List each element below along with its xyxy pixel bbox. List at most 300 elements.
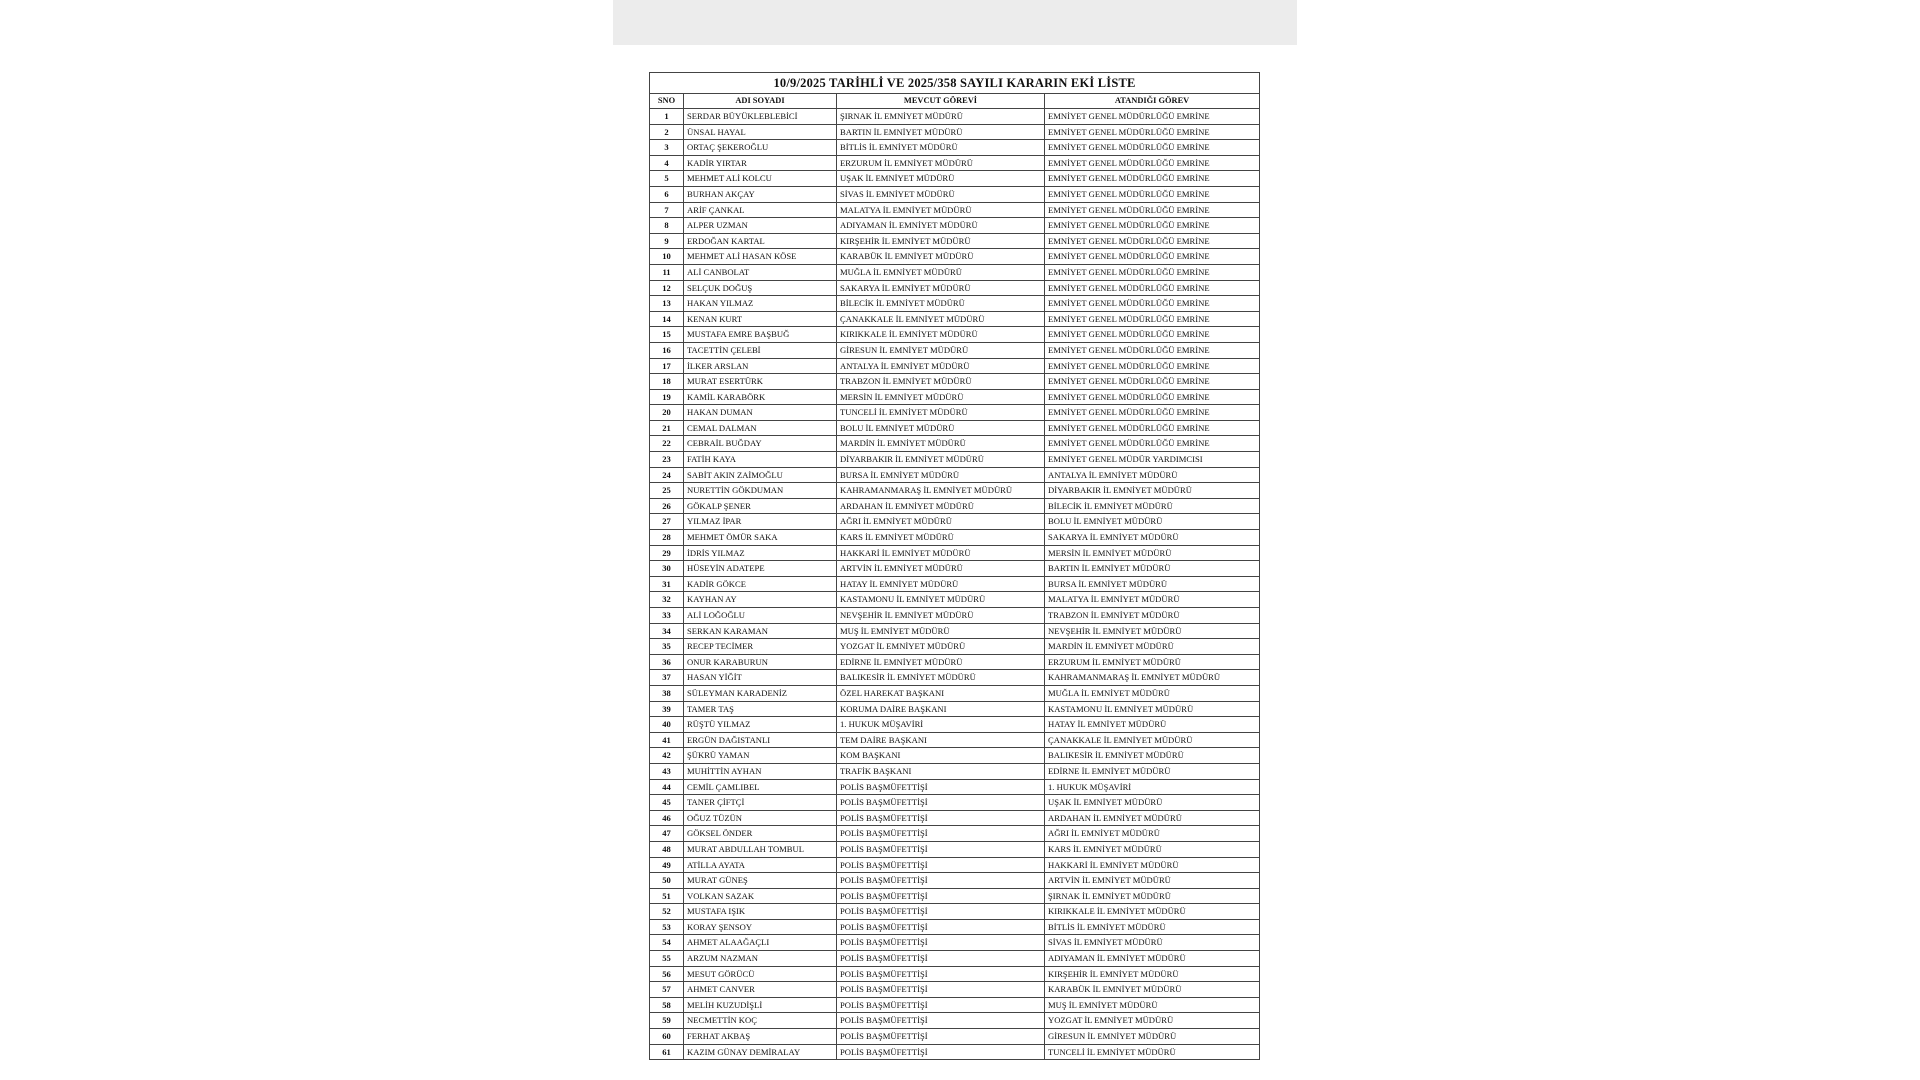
row-current-duty: TRABZON İL EMNİYET MÜDÜRÜ [837, 374, 1045, 390]
row-assigned-duty: DİYARBAKIR İL EMNİYET MÜDÜRÜ [1045, 483, 1260, 499]
row-name: ONUR KARABURUN [684, 654, 837, 670]
table-row [650, 405, 1260, 421]
row-assigned-duty: EMNİYET GENEL MÜDÜRLÜĞÜ EMRİNE [1045, 202, 1260, 218]
row-current-duty: ARDAHAN İL EMNİYET MÜDÜRÜ [837, 498, 1045, 514]
row-assigned-duty: BARTIN İL EMNİYET MÜDÜRÜ [1045, 561, 1260, 577]
table-header-row [650, 94, 1260, 109]
row-name: NURETTİN GÖKDUMAN [684, 483, 837, 499]
row-name: ATİLLA AYATA [684, 857, 837, 873]
row-current-duty: SİVAS İL EMNİYET MÜDÜRÜ [837, 186, 1045, 202]
row-assigned-duty: EMNİYET GENEL MÜDÜRLÜĞÜ EMRİNE [1045, 124, 1260, 140]
row-current-duty: TEM DAİRE BAŞKANI [837, 732, 1045, 748]
row-sno: 20 [650, 405, 684, 421]
row-name: TANER ÇİFTÇİ [684, 795, 837, 811]
row-name: MURAT ESERTÜRK [684, 374, 837, 390]
row-name: MURAT ABDULLAH TOMBUL [684, 841, 837, 857]
header-sno: SNO [650, 94, 684, 109]
row-current-duty: POLİS BAŞMÜFETTİŞİ [837, 841, 1045, 857]
table-row [650, 966, 1260, 982]
row-sno: 31 [650, 576, 684, 592]
row-current-duty: AĞRI İL EMNİYET MÜDÜRÜ [837, 514, 1045, 530]
table-row [650, 919, 1260, 935]
row-current-duty: BARTIN İL EMNİYET MÜDÜRÜ [837, 124, 1045, 140]
row-current-duty: ŞIRNAK İL EMNİYET MÜDÜRÜ [837, 109, 1045, 125]
row-name: SELÇUK DOĞUŞ [684, 280, 837, 296]
row-assigned-duty: EMNİYET GENEL MÜDÜRLÜĞÜ EMRİNE [1045, 233, 1260, 249]
row-assigned-duty: SAKARYA İL EMNİYET MÜDÜRÜ [1045, 530, 1260, 546]
row-assigned-duty: AĞRI İL EMNİYET MÜDÜRÜ [1045, 826, 1260, 842]
row-name: KAMİL KARABÖRK [684, 389, 837, 405]
row-assigned-duty: EMNİYET GENEL MÜDÜRLÜĞÜ EMRİNE [1045, 109, 1260, 125]
row-sno: 24 [650, 467, 684, 483]
assignment-table [649, 72, 1260, 1060]
row-current-duty: POLİS BAŞMÜFETTİŞİ [837, 904, 1045, 920]
row-name: ORTAÇ ŞEKEROĞLU [684, 140, 837, 156]
row-name: HÜSEYİN ADATEPE [684, 561, 837, 577]
row-name: ÜNSAL HAYAL [684, 124, 837, 140]
row-name: KORAY ŞENSOY [684, 919, 837, 935]
table-row [650, 296, 1260, 312]
table-row [650, 623, 1260, 639]
table-row [650, 545, 1260, 561]
table-row [650, 202, 1260, 218]
row-assigned-duty: EMNİYET GENEL MÜDÜRLÜĞÜ EMRİNE [1045, 358, 1260, 374]
row-name: KADİR YIRTAR [684, 155, 837, 171]
row-current-duty: POLİS BAŞMÜFETTİŞİ [837, 1013, 1045, 1029]
row-assigned-duty: EMNİYET GENEL MÜDÜRLÜĞÜ EMRİNE [1045, 186, 1260, 202]
row-sno: 43 [650, 763, 684, 779]
row-name: MEHMET ÖMÜR SAKA [684, 530, 837, 546]
row-current-duty: POLİS BAŞMÜFETTİŞİ [837, 1029, 1045, 1045]
row-sno: 3 [650, 140, 684, 156]
row-name: MUHİTTİN AYHAN [684, 763, 837, 779]
table-row [650, 327, 1260, 343]
row-sno: 39 [650, 701, 684, 717]
row-sno: 36 [650, 654, 684, 670]
row-current-duty: BİTLİS İL EMNİYET MÜDÜRÜ [837, 140, 1045, 156]
row-sno: 17 [650, 358, 684, 374]
row-sno: 8 [650, 218, 684, 234]
table-row [650, 608, 1260, 624]
row-sno: 7 [650, 202, 684, 218]
row-sno: 18 [650, 374, 684, 390]
table-row [650, 358, 1260, 374]
row-sno: 32 [650, 592, 684, 608]
row-name: GÖKALP ŞENER [684, 498, 837, 514]
row-name: CEMAL DALMAN [684, 420, 837, 436]
row-current-duty: POLİS BAŞMÜFETTİŞİ [837, 857, 1045, 873]
document-title: 10/9/2025 TARİHLİ VE 2025/358 SAYILI KARARIN EKİ LİSTE [650, 73, 1260, 94]
row-current-duty: POLİS BAŞMÜFETTİŞİ [837, 935, 1045, 951]
row-sno: 21 [650, 420, 684, 436]
table-row [650, 670, 1260, 686]
row-sno: 48 [650, 841, 684, 857]
row-sno: 28 [650, 530, 684, 546]
top-gray-bar [613, 0, 1297, 45]
table-row [650, 530, 1260, 546]
row-current-duty: POLİS BAŞMÜFETTİŞİ [837, 982, 1045, 998]
row-assigned-duty: EMNİYET GENEL MÜDÜRLÜĞÜ EMRİNE [1045, 389, 1260, 405]
table-row [650, 311, 1260, 327]
row-current-duty: ÇANAKKALE İL EMNİYET MÜDÜRÜ [837, 311, 1045, 327]
row-current-duty: HATAY İL EMNİYET MÜDÜRÜ [837, 576, 1045, 592]
table-row [650, 592, 1260, 608]
row-sno: 44 [650, 779, 684, 795]
row-sno: 52 [650, 904, 684, 920]
table-row [650, 654, 1260, 670]
row-current-duty: POLİS BAŞMÜFETTİŞİ [837, 997, 1045, 1013]
row-assigned-duty: MALATYA İL EMNİYET MÜDÜRÜ [1045, 592, 1260, 608]
table-row [650, 935, 1260, 951]
table-row [650, 280, 1260, 296]
table-row [650, 155, 1260, 171]
row-assigned-duty: YOZGAT İL EMNİYET MÜDÜRÜ [1045, 1013, 1260, 1029]
table-row [650, 218, 1260, 234]
row-current-duty: HAKKARİ İL EMNİYET MÜDÜRÜ [837, 545, 1045, 561]
row-sno: 4 [650, 155, 684, 171]
row-name: SERKAN KARAMAN [684, 623, 837, 639]
row-sno: 15 [650, 327, 684, 343]
row-current-duty: KARS İL EMNİYET MÜDÜRÜ [837, 530, 1045, 546]
row-assigned-duty: NEVŞEHİR İL EMNİYET MÜDÜRÜ [1045, 623, 1260, 639]
table-row [650, 498, 1260, 514]
row-name: VOLKAN SAZAK [684, 888, 837, 904]
row-name: CEBRAİL BUĞDAY [684, 436, 837, 452]
row-assigned-duty: MUŞ İL EMNİYET MÜDÜRÜ [1045, 997, 1260, 1013]
row-assigned-duty: ÇANAKKALE İL EMNİYET MÜDÜRÜ [1045, 732, 1260, 748]
table-row [650, 857, 1260, 873]
row-name: ALİ CANBOLAT [684, 264, 837, 280]
row-name: GÖKSEL ÖNDER [684, 826, 837, 842]
row-sno: 27 [650, 514, 684, 530]
row-current-duty: POLİS BAŞMÜFETTİŞİ [837, 810, 1045, 826]
row-assigned-duty: ARDAHAN İL EMNİYET MÜDÜRÜ [1045, 810, 1260, 826]
row-assigned-duty: TRABZON İL EMNİYET MÜDÜRÜ [1045, 608, 1260, 624]
row-current-duty: GİRESUN İL EMNİYET MÜDÜRÜ [837, 342, 1045, 358]
row-assigned-duty: EDİRNE İL EMNİYET MÜDÜRÜ [1045, 763, 1260, 779]
row-sno: 14 [650, 311, 684, 327]
row-name: AHMET CANVER [684, 982, 837, 998]
row-assigned-duty: ARTVİN İL EMNİYET MÜDÜRÜ [1045, 873, 1260, 889]
row-current-duty: TRAFİK BAŞKANI [837, 763, 1045, 779]
row-current-duty: ADIYAMAN İL EMNİYET MÜDÜRÜ [837, 218, 1045, 234]
row-sno: 57 [650, 982, 684, 998]
row-assigned-duty: KIRŞEHİR İL EMNİYET MÜDÜRÜ [1045, 966, 1260, 982]
row-name: TACETTİN ÇELEBİ [684, 342, 837, 358]
row-name: BURHAN AKÇAY [684, 186, 837, 202]
row-sno: 5 [650, 171, 684, 187]
table-row [650, 701, 1260, 717]
table-row [650, 576, 1260, 592]
row-current-duty: POLİS BAŞMÜFETTİŞİ [837, 795, 1045, 811]
row-sno: 30 [650, 561, 684, 577]
row-assigned-duty: EMNİYET GENEL MÜDÜRLÜĞÜ EMRİNE [1045, 140, 1260, 156]
row-assigned-duty: ANTALYA İL EMNİYET MÜDÜRÜ [1045, 467, 1260, 483]
table-row [650, 795, 1260, 811]
row-assigned-duty: TUNCELİ İL EMNİYET MÜDÜRÜ [1045, 1044, 1260, 1060]
row-name: TAMER TAŞ [684, 701, 837, 717]
row-assigned-duty: BALIKESİR İL EMNİYET MÜDÜRÜ [1045, 748, 1260, 764]
row-sno: 58 [650, 997, 684, 1013]
row-sno: 51 [650, 888, 684, 904]
row-sno: 26 [650, 498, 684, 514]
row-assigned-duty: KIRIKKALE İL EMNİYET MÜDÜRÜ [1045, 904, 1260, 920]
table-row [650, 763, 1260, 779]
table-row [650, 904, 1260, 920]
row-assigned-duty: BİTLİS İL EMNİYET MÜDÜRÜ [1045, 919, 1260, 935]
row-sno: 34 [650, 623, 684, 639]
row-sno: 50 [650, 873, 684, 889]
row-sno: 59 [650, 1013, 684, 1029]
row-name: MESUT GÖRÜCÜ [684, 966, 837, 982]
row-assigned-duty: ŞIRNAK İL EMNİYET MÜDÜRÜ [1045, 888, 1260, 904]
row-sno: 37 [650, 670, 684, 686]
row-assigned-duty: EMNİYET GENEL MÜDÜRLÜĞÜ EMRİNE [1045, 264, 1260, 280]
row-sno: 29 [650, 545, 684, 561]
row-sno: 23 [650, 452, 684, 468]
row-sno: 46 [650, 810, 684, 826]
row-name: FATİH KAYA [684, 452, 837, 468]
row-sno: 35 [650, 639, 684, 655]
row-assigned-duty: SİVAS İL EMNİYET MÜDÜRÜ [1045, 935, 1260, 951]
row-assigned-duty: MERSİN İL EMNİYET MÜDÜRÜ [1045, 545, 1260, 561]
row-name: HAKAN YILMAZ [684, 296, 837, 312]
row-assigned-duty: EMNİYET GENEL MÜDÜRLÜĞÜ EMRİNE [1045, 296, 1260, 312]
row-current-duty: 1. HUKUK MÜŞAVİRİ [837, 717, 1045, 733]
row-assigned-duty: MARDİN İL EMNİYET MÜDÜRÜ [1045, 639, 1260, 655]
row-sno: 61 [650, 1044, 684, 1060]
row-name: MURAT GÜNEŞ [684, 873, 837, 889]
table-row [650, 1044, 1260, 1060]
row-name: SÜLEYMAN KARADENİZ [684, 685, 837, 701]
table-row [650, 732, 1260, 748]
row-sno: 19 [650, 389, 684, 405]
row-assigned-duty: HAKKARİ İL EMNİYET MÜDÜRÜ [1045, 857, 1260, 873]
row-assigned-duty: BİLECİK İL EMNİYET MÜDÜRÜ [1045, 498, 1260, 514]
row-sno: 53 [650, 919, 684, 935]
row-sno: 6 [650, 186, 684, 202]
row-name: MUSTAFA EMRE BAŞBUĞ [684, 327, 837, 343]
row-assigned-duty: BURSA İL EMNİYET MÜDÜRÜ [1045, 576, 1260, 592]
row-name: MEHMET ALİ KOLCU [684, 171, 837, 187]
row-assigned-duty: EMNİYET GENEL MÜDÜRLÜĞÜ EMRİNE [1045, 155, 1260, 171]
row-current-duty: ÖZEL HAREKAT BAŞKANI [837, 685, 1045, 701]
table-row [650, 982, 1260, 998]
table-row [650, 888, 1260, 904]
header-assigned-duty: ATANDIĞI GÖREV [1045, 94, 1260, 109]
table-row [650, 748, 1260, 764]
row-assigned-duty: EMNİYET GENEL MÜDÜRLÜĞÜ EMRİNE [1045, 171, 1260, 187]
row-current-duty: KAHRAMANMARAŞ İL EMNİYET MÜDÜRÜ [837, 483, 1045, 499]
row-sno: 11 [650, 264, 684, 280]
row-current-duty: BİLECİK İL EMNİYET MÜDÜRÜ [837, 296, 1045, 312]
row-assigned-duty: EMNİYET GENEL MÜDÜR YARDIMCISI [1045, 452, 1260, 468]
row-name: ALİ LOĞOĞLU [684, 608, 837, 624]
row-sno: 38 [650, 685, 684, 701]
table-row [650, 639, 1260, 655]
row-current-duty: POLİS BAŞMÜFETTİŞİ [837, 919, 1045, 935]
row-current-duty: BALIKESİR İL EMNİYET MÜDÜRÜ [837, 670, 1045, 686]
row-assigned-duty: BOLU İL EMNİYET MÜDÜRÜ [1045, 514, 1260, 530]
row-sno: 56 [650, 966, 684, 982]
row-assigned-duty: EMNİYET GENEL MÜDÜRLÜĞÜ EMRİNE [1045, 436, 1260, 452]
table-row [650, 997, 1260, 1013]
row-name: KENAN KURT [684, 311, 837, 327]
row-current-duty: MERSİN İL EMNİYET MÜDÜRÜ [837, 389, 1045, 405]
table-row [650, 810, 1260, 826]
row-sno: 10 [650, 249, 684, 265]
row-current-duty: POLİS BAŞMÜFETTİŞİ [837, 966, 1045, 982]
row-current-duty: KIRIKKALE İL EMNİYET MÜDÜRÜ [837, 327, 1045, 343]
row-sno: 33 [650, 608, 684, 624]
row-assigned-duty: KARS İL EMNİYET MÜDÜRÜ [1045, 841, 1260, 857]
row-current-duty: NEVŞEHİR İL EMNİYET MÜDÜRÜ [837, 608, 1045, 624]
table-row [650, 717, 1260, 733]
row-sno: 54 [650, 935, 684, 951]
row-name: RECEP TECİMER [684, 639, 837, 655]
row-current-duty: DİYARBAKIR İL EMNİYET MÜDÜRÜ [837, 452, 1045, 468]
table-row [650, 514, 1260, 530]
row-assigned-duty: MUĞLA İL EMNİYET MÜDÜRÜ [1045, 685, 1260, 701]
row-current-duty: KORUMA DAİRE BAŞKANI [837, 701, 1045, 717]
row-name: AHMET ALAAĞAÇLI [684, 935, 837, 951]
table-row [650, 233, 1260, 249]
row-sno: 16 [650, 342, 684, 358]
row-name: YILMAZ İPAR [684, 514, 837, 530]
row-name: MELİH KUZUDİŞLİ [684, 997, 837, 1013]
row-name: MEHMET ALİ HASAN KÖSE [684, 249, 837, 265]
table-row [650, 171, 1260, 187]
row-name: ALPER UZMAN [684, 218, 837, 234]
row-current-duty: YOZGAT İL EMNİYET MÜDÜRÜ [837, 639, 1045, 655]
row-assigned-duty: EMNİYET GENEL MÜDÜRLÜĞÜ EMRİNE [1045, 218, 1260, 234]
row-current-duty: TUNCELİ İL EMNİYET MÜDÜRÜ [837, 405, 1045, 421]
row-current-duty: ERZURUM İL EMNİYET MÜDÜRÜ [837, 155, 1045, 171]
row-sno: 12 [650, 280, 684, 296]
row-current-duty: POLİS BAŞMÜFETTİŞİ [837, 951, 1045, 967]
row-assigned-duty: UŞAK İL EMNİYET MÜDÜRÜ [1045, 795, 1260, 811]
row-assigned-duty: EMNİYET GENEL MÜDÜRLÜĞÜ EMRİNE [1045, 311, 1260, 327]
table-row [650, 186, 1260, 202]
row-current-duty: BURSA İL EMNİYET MÜDÜRÜ [837, 467, 1045, 483]
row-sno: 41 [650, 732, 684, 748]
row-sno: 49 [650, 857, 684, 873]
table-row [650, 873, 1260, 889]
row-assigned-duty: HATAY İL EMNİYET MÜDÜRÜ [1045, 717, 1260, 733]
row-name: HASAN YİĞİT [684, 670, 837, 686]
row-current-duty: BOLU İL EMNİYET MÜDÜRÜ [837, 420, 1045, 436]
row-assigned-duty: KASTAMONU İL EMNİYET MÜDÜRÜ [1045, 701, 1260, 717]
row-name: ARZUM NAZMAN [684, 951, 837, 967]
table-row [650, 779, 1260, 795]
row-assigned-duty: EMNİYET GENEL MÜDÜRLÜĞÜ EMRİNE [1045, 280, 1260, 296]
row-sno: 47 [650, 826, 684, 842]
row-sno: 1 [650, 109, 684, 125]
row-name: HAKAN DUMAN [684, 405, 837, 421]
row-name: İLKER ARSLAN [684, 358, 837, 374]
row-current-duty: POLİS BAŞMÜFETTİŞİ [837, 779, 1045, 795]
table-row [650, 826, 1260, 842]
row-sno: 2 [650, 124, 684, 140]
row-assigned-duty: EMNİYET GENEL MÜDÜRLÜĞÜ EMRİNE [1045, 420, 1260, 436]
row-assigned-duty: EMNİYET GENEL MÜDÜRLÜĞÜ EMRİNE [1045, 327, 1260, 343]
table-row [650, 342, 1260, 358]
row-assigned-duty: GİRESUN İL EMNİYET MÜDÜRÜ [1045, 1029, 1260, 1045]
row-name: MUSTAFA IŞIK [684, 904, 837, 920]
row-name: ŞÜKRÜ YAMAN [684, 748, 837, 764]
table-row [650, 467, 1260, 483]
row-current-duty: UŞAK İL EMNİYET MÜDÜRÜ [837, 171, 1045, 187]
row-current-duty: KARABÜK İL EMNİYET MÜDÜRÜ [837, 249, 1045, 265]
row-assigned-duty: EMNİYET GENEL MÜDÜRLÜĞÜ EMRİNE [1045, 405, 1260, 421]
row-name: RÜŞTÜ YILMAZ [684, 717, 837, 733]
table-row [650, 1013, 1260, 1029]
row-current-duty: POLİS BAŞMÜFETTİŞİ [837, 1044, 1045, 1060]
row-current-duty: MUĞLA İL EMNİYET MÜDÜRÜ [837, 264, 1045, 280]
row-sno: 9 [650, 233, 684, 249]
row-current-duty: EDİRNE İL EMNİYET MÜDÜRÜ [837, 654, 1045, 670]
row-sno: 42 [650, 748, 684, 764]
row-name: CEMİL ÇAMLIBEL [684, 779, 837, 795]
row-name: KAYHAN AY [684, 592, 837, 608]
table-row [650, 1029, 1260, 1045]
table-row [650, 264, 1260, 280]
row-current-duty: KIRŞEHİR İL EMNİYET MÜDÜRÜ [837, 233, 1045, 249]
row-assigned-duty: ADIYAMAN İL EMNİYET MÜDÜRÜ [1045, 951, 1260, 967]
row-current-duty: ARTVİN İL EMNİYET MÜDÜRÜ [837, 561, 1045, 577]
row-sno: 55 [650, 951, 684, 967]
table-row [650, 685, 1260, 701]
row-assigned-duty: EMNİYET GENEL MÜDÜRLÜĞÜ EMRİNE [1045, 249, 1260, 265]
row-assigned-duty: KAHRAMANMARAŞ İL EMNİYET MÜDÜRÜ [1045, 670, 1260, 686]
row-current-duty: KASTAMONU İL EMNİYET MÜDÜRÜ [837, 592, 1045, 608]
table-row [650, 483, 1260, 499]
row-name: KADİR GÖKCE [684, 576, 837, 592]
table-row [650, 249, 1260, 265]
row-current-duty: MUŞ İL EMNİYET MÜDÜRÜ [837, 623, 1045, 639]
row-assigned-duty: 1. HUKUK MÜŞAVİRİ [1045, 779, 1260, 795]
table-row [650, 374, 1260, 390]
row-sno: 45 [650, 795, 684, 811]
row-name: FERHAT AKBAŞ [684, 1029, 837, 1045]
row-sno: 22 [650, 436, 684, 452]
table-row [650, 841, 1260, 857]
row-name: SABİT AKIN ZAİMOĞLU [684, 467, 837, 483]
row-current-duty: ANTALYA İL EMNİYET MÜDÜRÜ [837, 358, 1045, 374]
row-sno: 25 [650, 483, 684, 499]
row-sno: 40 [650, 717, 684, 733]
table-row [650, 951, 1260, 967]
table-row [650, 124, 1260, 140]
row-current-duty: MARDİN İL EMNİYET MÜDÜRÜ [837, 436, 1045, 452]
header-name: ADI SOYADI [684, 94, 837, 109]
row-current-duty: POLİS BAŞMÜFETTİŞİ [837, 826, 1045, 842]
table-row [650, 140, 1260, 156]
table-row [650, 452, 1260, 468]
row-assigned-duty: KARABÜK İL EMNİYET MÜDÜRÜ [1045, 982, 1260, 998]
row-name: KAZIM GÜNAY DEMİRALAY [684, 1044, 837, 1060]
row-assigned-duty: EMNİYET GENEL MÜDÜRLÜĞÜ EMRİNE [1045, 342, 1260, 358]
row-name: İDRİS YILMAZ [684, 545, 837, 561]
row-name: SERDAR BÜYÜKLEBLEBİCİ [684, 109, 837, 125]
table-row [650, 389, 1260, 405]
row-assigned-duty: EMNİYET GENEL MÜDÜRLÜĞÜ EMRİNE [1045, 374, 1260, 390]
row-current-duty: SAKARYA İL EMNİYET MÜDÜRÜ [837, 280, 1045, 296]
row-name: ARİF ÇANKAL [684, 202, 837, 218]
table-row [650, 561, 1260, 577]
table-row [650, 436, 1260, 452]
row-sno: 60 [650, 1029, 684, 1045]
